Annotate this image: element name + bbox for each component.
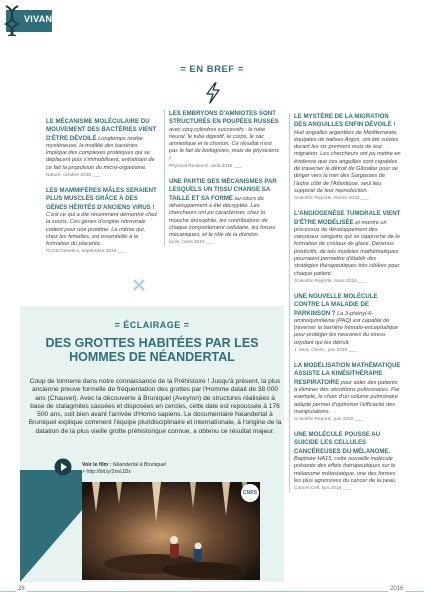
article-title: LE MYSTÈRE DE LA MIGRATION DES ANGUILLES ENFIN DÉVOILÉ ! (294, 113, 396, 129)
video-label: Voir le film : (82, 462, 112, 468)
en-bref-heading: = EN BREF = (180, 64, 244, 75)
eclairage-kicker: = ÉCLAIRAGE = (114, 320, 190, 330)
article-source: Cancer Cell, juin 2016 ___ (294, 486, 351, 492)
page-number: 28 (18, 586, 25, 592)
article-title: LES EMBRYONS D'AMNIOTES SONT STRUCTURÉS EN POUPÉES RUSSES (169, 110, 279, 126)
lightning-icon (204, 82, 222, 104)
article-source: PLOS Genetics, septembre 2016 ___ (46, 249, 126, 255)
article-title: L'ANGIOGENÈSE TUMORALE VIENT D'ÊTRE MODÉLISÉE (294, 210, 401, 226)
video-title: Néandertal à Bruniquel (112, 462, 166, 468)
decorative-band (20, 470, 82, 582)
article-body: avec cinq cylindres successifs : le tube neural, le tube digestif, le corps, le sac amniotique et le chorion. Ce résultat n'est pas le fait de biologistes, mais de physiciens ! (169, 126, 280, 162)
eclairage-body: Coup de tonnerre dans notre connaissance de la Préhistoire ! Jusqu'à présent, la plus ancienne preuve formelle de fréquentation des grottes par l'Homme datait de 38 000 ans (Chauvet). Avec la découverte à Bruniquel (Aveyron) de structures réalisées à base de stalagmites cassées et disposées en cercles, cette date est repoussée à 176 500 ans, soit bien avant l'arrivée d'Homo sapiens. Le documentaire Néandertal à Bruniquel explique comment l'équipe pluridisciplinaire et internationale, à l'origine de la datation de la plus vieille grotte préhistorique connue, a obtenu ce résultat majeur. (28, 378, 282, 435)
article-title: UNE PARTIE DES MÉCANISMES PAR LESQUELS UN TISSU CHANGE SA TAILLE ET SA FORME (169, 178, 277, 202)
article-body: Huit anguilles argentées de Méditerranée, équipées de balises Argos, ont été suivies durant les six premiers mois de leur migration. Les chercheurs ont pu mettre en évidence que ces anguilles sont capables de traverser le détroit de Gibraltar pour se diriger vers la mer des Sargasses de l'autre côté de l'Atlantique, seul lieu supposé de leur reproduction. (294, 129, 401, 194)
article-source: Scientific Reports, juin 2016 ___ (294, 417, 363, 423)
article-source: Scientific Reports, février 2016 ___ (294, 196, 369, 202)
brief-article (169, 110, 280, 170)
brief-article (294, 431, 401, 492)
brief-column-2 (164, 110, 280, 246)
article-body: La 3-phényl-6-aminoquinoléine (PAQ) est capable de traverser la barrière hémato-encéphalique pour protéger les neurones du stress oxydant qui les détruit. (294, 310, 399, 346)
video-link[interactable]: > http://bit.ly/2nnUZlx (82, 468, 131, 475)
article-title: LA MODÉLISATION MATHÉMATIQUE ASSISTE LA KINÉSITHÉRAPIE RESPIRATOIRE (294, 362, 401, 386)
cross-icon (132, 278, 146, 292)
footer-rule (0, 591, 424, 592)
eclairage-title: DES GROTTES HABITÉES PAR LES HOMMES DE NÉANDERTAL (45, 336, 259, 364)
article-body: C'est ce qui a été récemment démontré chez la souris. Ces gènes d'origine rétrovirale codent pour une protéine. La même qui, chez les femelles, est essentielle à la formation du placenta. (46, 211, 158, 248)
article-source: J. Med. Chem., juin 2016 ___ (294, 348, 357, 354)
article-body: au cours du développement a été décryptée. Les chercheurs ont pu caractériser, chez la mouche drosophile, les contributions de chaque comportement cellulaire, les forces mécaniques, et le rôle de la division. (169, 195, 276, 239)
article-body: et montre un processus de développement des vaisseaux sanguins qui se rapproche de la formation de cristaux de glace. Devenus prédictifs, de tels modèles mathématiques pourraient permettre d'établir des stratégies thérapeutiques très ciblées pour chaque patient. (294, 219, 400, 277)
footer-year: 2016 (390, 586, 404, 592)
article-source: Scientific Reports, mars 2016 ___ (294, 278, 366, 284)
brief-article (46, 187, 158, 255)
article-source: Nature, octobre 2016 ___ (46, 173, 101, 179)
section-label: VIVANT (24, 14, 59, 24)
article-body: Longtemps restée mystérieuse, la motilité des bactéries implique des complexes protéiques qui se déplacent puis s'immobilisent, entraînant de ce fait la propulsion du micro-organisme. (46, 135, 155, 171)
article-source: eLife, mars 2016 ___ (169, 240, 215, 246)
brief-article (294, 113, 401, 202)
article-body: Baptisée HA15, cette nouvelle molécule présente des effets thérapeutiques sur le mélanome métastatique, une des formes les plus agressives du cancer de la peau. (294, 455, 397, 484)
brief-column-3 (289, 113, 401, 492)
article-title: UNE NOUVELLE MOLÉCULE CONTRE LA MALADIE DE PARKINSON ? (294, 292, 378, 317)
brief-article (294, 362, 401, 423)
play-icon[interactable] (54, 458, 72, 476)
article-source: Physical Review E, août 2016 ___ (169, 164, 242, 170)
article-title: UNE MOLÉCULE POUSSE AU SUICIDE LES CELLULES CANCÉREUSES DU MÉLANOME. (294, 431, 391, 455)
video-caption (82, 462, 202, 476)
helix-icon (2, 4, 24, 36)
brief-article (294, 210, 401, 285)
cave-photo (82, 482, 260, 580)
article-body: pour aider des patients à éliminer des sécrétions pulmonaires. Par exemple, le choix d'un volume pulmonaire adapté permet d'optimiser l'efficacité des manipulations. (294, 379, 400, 415)
brief-article (169, 178, 280, 246)
brief-article (294, 293, 401, 354)
cnrs-badge: CNRS (241, 484, 259, 502)
article-title: LES MAMMIFÈRES MÂLES SERAIENT PLUS MUSCLÉS GRÂCE À DES GÈNES HÉRITÉS D'ANCIENS VIRUS ! (46, 187, 157, 211)
article-title: LE MÉCANISME MOLÉCULAIRE DU MOUVEMENT DES BACTÉRIES VIENT D'ÊTRE DÉVOILÉ (46, 118, 157, 142)
brief-article (46, 118, 158, 179)
brief-column-1 (46, 118, 158, 255)
